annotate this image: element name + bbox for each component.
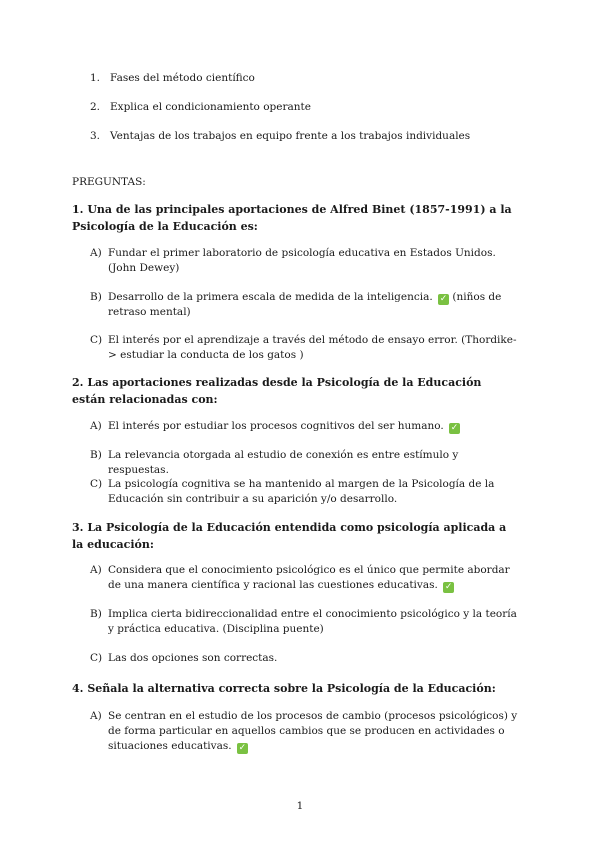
list-text: Ventajas de los trabajos en equipo frente a los trabajos individuales (110, 130, 471, 142)
option-text-wrap (108, 290, 520, 320)
question-title: 3. La Psicología de la Educación entendida como psicología aplicada a la educación: (72, 521, 507, 551)
answer-option (90, 651, 520, 666)
option-text: Se centran en el estudio de los procesos de cambio (procesos psicológicos) y de forma particular en aquellos cambios que se producen en actividades o situaciones educativas. (108, 710, 518, 752)
list-item (90, 130, 470, 142)
option-text: Desarrollo de la primera escala de medida de la inteligencia. (108, 291, 433, 303)
option-text: El interés por estudiar los procesos cognitivos del ser humano. (108, 420, 444, 432)
page-number: 1 (296, 800, 304, 812)
option-text: Las dos opciones son correctas. (108, 652, 278, 664)
option-text: El interés por el aprendizaje a través del método de ensayo error. (Thordike-> estudiar la conducta de los gatos ) (108, 334, 517, 361)
answer-option (90, 563, 520, 593)
option-text-wrap (108, 563, 520, 593)
option-letter: C) (90, 652, 103, 664)
answer-option (90, 419, 520, 434)
list-number: 1. (90, 72, 101, 84)
answer-option (90, 333, 520, 363)
list-item (90, 72, 255, 84)
option-letter: B) (90, 608, 102, 620)
option-text: La psicología cognitiva se ha mantenido al margen de la Psicología de la Educación sin contribuir a su aparición y/o desarrollo. (108, 478, 495, 505)
answer-option (90, 709, 520, 754)
check-mark-icon: ✓ (450, 423, 459, 433)
list-text: Explica el condicionamiento operante (110, 101, 311, 113)
option-letter: C) (90, 478, 103, 490)
check-mark-icon: ✓ (444, 582, 453, 592)
option-note: (niños de retraso mental) (108, 291, 502, 318)
check-mark-icon: ✓ (238, 743, 247, 753)
option-letter: B) (90, 449, 102, 461)
answer-option (90, 607, 520, 637)
answer-option (90, 246, 520, 276)
option-text-wrap (108, 709, 520, 754)
answer-option (90, 448, 520, 478)
option-text: Implica cierta bidireccionalidad entre el conocimiento psicológico y la teoría y práctica educativa. (Disciplina puente) (108, 608, 517, 635)
answer-option (90, 477, 520, 507)
option-letter: A) (90, 420, 102, 432)
list-number: 2. (90, 101, 101, 113)
list-item (90, 101, 311, 113)
check-mark-icon: ✓ (439, 294, 448, 304)
option-letter: C) (90, 334, 103, 346)
option-text: La relevancia otorgada al estudio de conexión es entre estímulo y respuestas. (108, 449, 459, 476)
question-title: 2. Las aportaciones realizadas desde la Psicología de la Educación están relacionadas con: (72, 376, 482, 406)
option-text-wrap (108, 419, 520, 434)
option-letter: A) (90, 710, 102, 722)
option-text: Fundar el primer laboratorio de psicología educativa en Estados Unidos.(John Dewey) (108, 247, 496, 274)
question-title: 4. Señala la alternativa correcta sobre la Psicología de la Educación: (72, 682, 496, 695)
list-text: Fases del método científico (110, 72, 255, 84)
option-letter: A) (90, 247, 102, 259)
option-letter: A) (90, 564, 102, 576)
answer-option (90, 290, 520, 320)
question-title: 1. Una de las principales aportaciones de Alfred Binet (1857-1991) a la Psicología de la Educación es: (72, 203, 512, 233)
list-number: 3. (90, 130, 101, 142)
option-letter: B) (90, 291, 102, 303)
section-label: PREGUNTAS: (72, 176, 146, 188)
option-text: Considera que el conocimiento psicológico es el único que permite abordar de una manera científica y racional las cuestiones educativas. (108, 564, 510, 591)
